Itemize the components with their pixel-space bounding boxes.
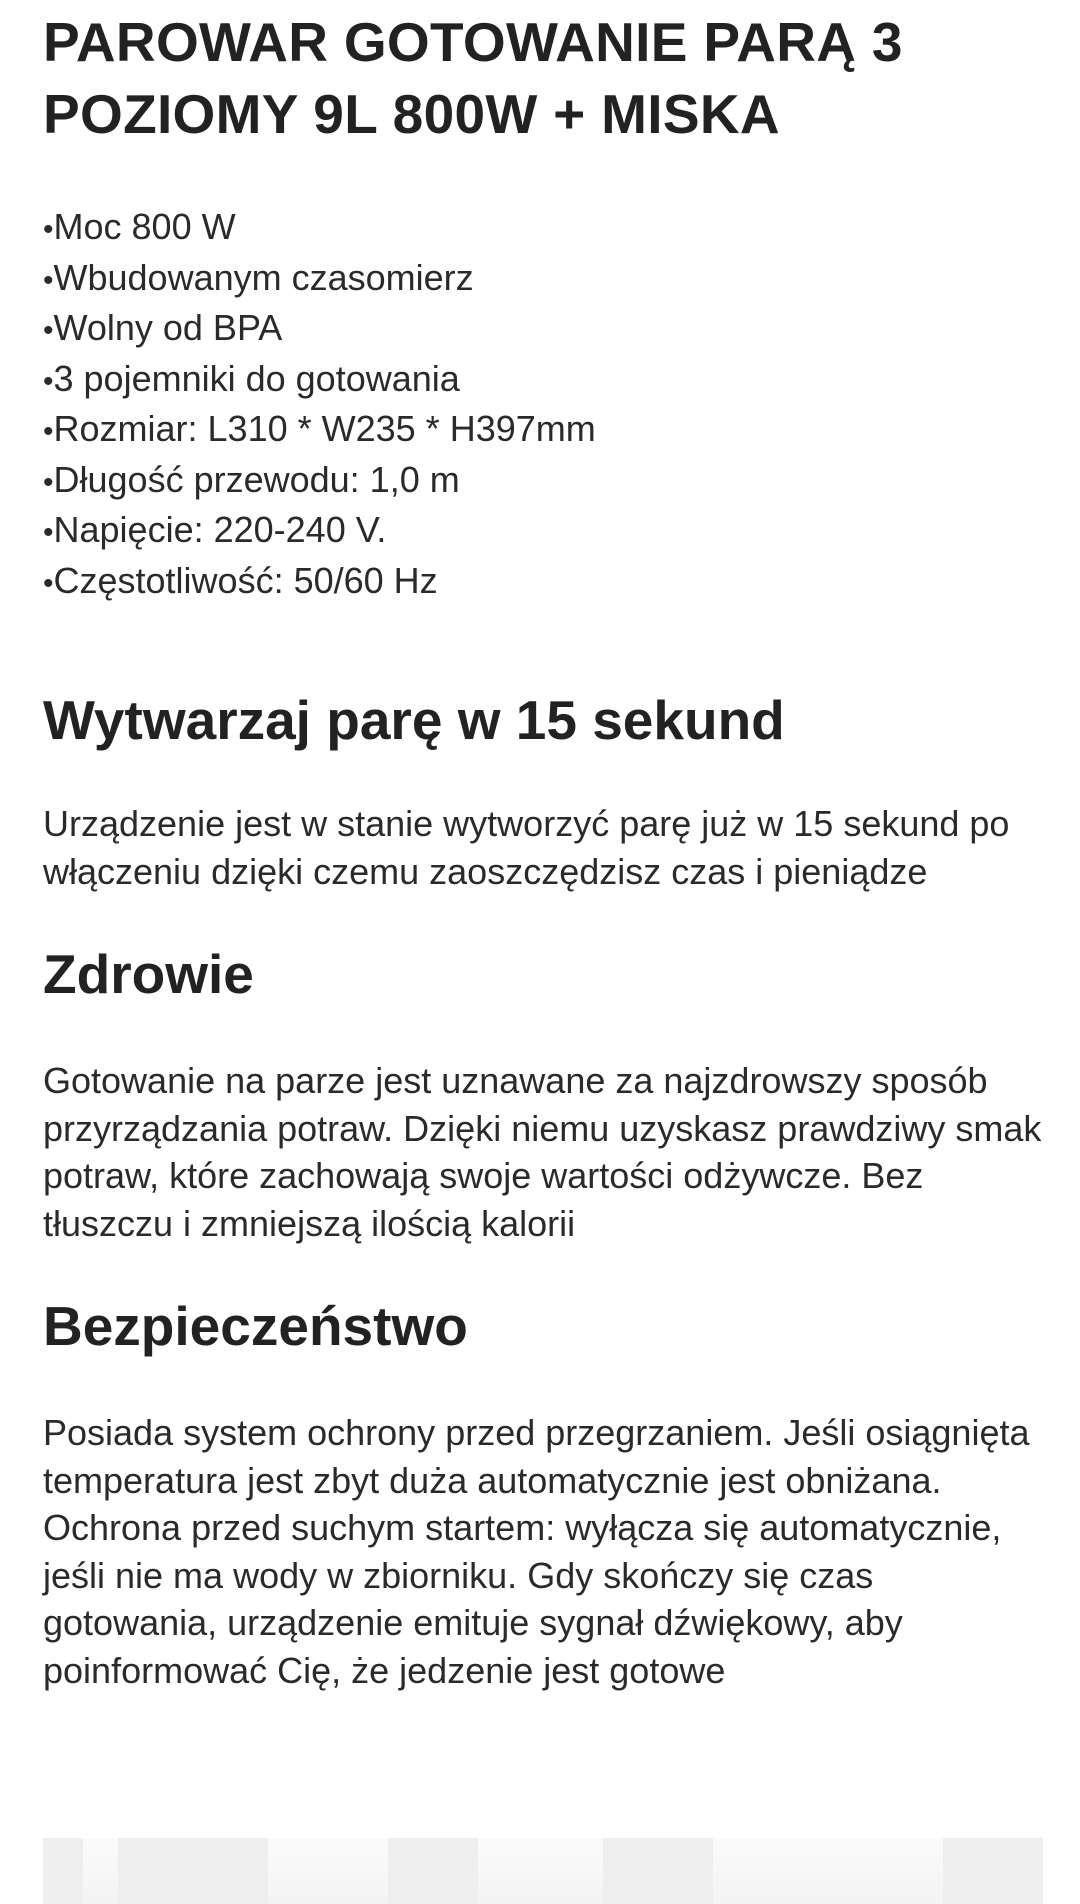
spec-text: 3 pojemniki do gotowania	[53, 357, 460, 399]
spec-item	[43, 203, 1043, 254]
image-fragment	[943, 1838, 1043, 1904]
spec-text: Częstotliwość: 50/60 Hz	[53, 559, 438, 601]
spec-item	[43, 254, 1043, 305]
bullet-icon: •	[43, 213, 54, 246]
spec-item	[43, 506, 1043, 557]
spec-item	[43, 304, 1043, 355]
section-text-safety: Posiada system ochrony przed przegrzaniem. Jeśli osiągnięta temperatura jest zbyt duża automatycznie jest obniżana. Ochrona przed suchym startem: wyłącza się automatycznie, jeśli nie ma wody w zbiorniku. Gdy skończy się czas gotowania, urządzenie emituje sygnał dźwiękowy, aby poinformować Cię, że jedzenie jest gotowe	[43, 1412, 1030, 1691]
spec-text: Wbudowanym czasomierz	[53, 256, 474, 298]
spec-text: Długość przewodu: 1,0 m	[53, 458, 460, 500]
spec-item	[43, 456, 1043, 507]
section-heading-health: Zdrowie	[43, 943, 254, 1005]
section-text-health: Gotowanie na parze jest uznawane za najzdrowszy sposób przyrządzania potraw. Dzięki niemu uzyskasz prawdziwy smak potraw, które zachowają swoje wartości odżywcze. Bez tłuszczu i zmniejszą ilością kalorii	[43, 1060, 1042, 1244]
bullet-icon: •	[43, 314, 54, 347]
image-fragment	[118, 1838, 268, 1904]
spec-item	[43, 557, 1043, 608]
spec-text: Moc 800 W	[53, 206, 236, 247]
bullet-icon: •	[43, 364, 54, 398]
bullet-icon: •	[43, 516, 54, 549]
spec-item	[43, 355, 1043, 406]
section-heading-safety: Bezpieczeństwo	[43, 1295, 468, 1357]
spec-list	[43, 203, 1043, 607]
bullet-icon: •	[43, 465, 54, 499]
image-fragment	[603, 1838, 713, 1904]
product-description	[43, 0, 1043, 1694]
section-heading-steam: Wytwarzaj parę w 15 sekund	[43, 689, 785, 751]
bullet-icon: •	[43, 566, 54, 600]
image-fragment	[43, 1838, 83, 1904]
product-image-placeholder	[43, 1838, 1043, 1904]
bullet-icon: •	[43, 415, 54, 448]
image-fragment	[388, 1838, 478, 1904]
bullet-icon: •	[43, 263, 54, 297]
spec-text: Wolny od BPA	[53, 307, 283, 348]
product-title: PAROWAR GOTOWANIE PARĄ 3 POZIOMY 9L 800W + MISKA	[43, 11, 903, 145]
section-text-steam: Urządzenie jest w stanie wytworzyć parę już w 15 sekund po włączeniu dzięki czemu zaoszczędzisz czas i pieniądze	[43, 803, 1010, 892]
spec-item	[43, 405, 1043, 456]
spec-text: Rozmiar: L310 * W235 * H397mm	[53, 408, 596, 449]
spec-text: Napięcie: 220-240 V.	[53, 509, 387, 550]
